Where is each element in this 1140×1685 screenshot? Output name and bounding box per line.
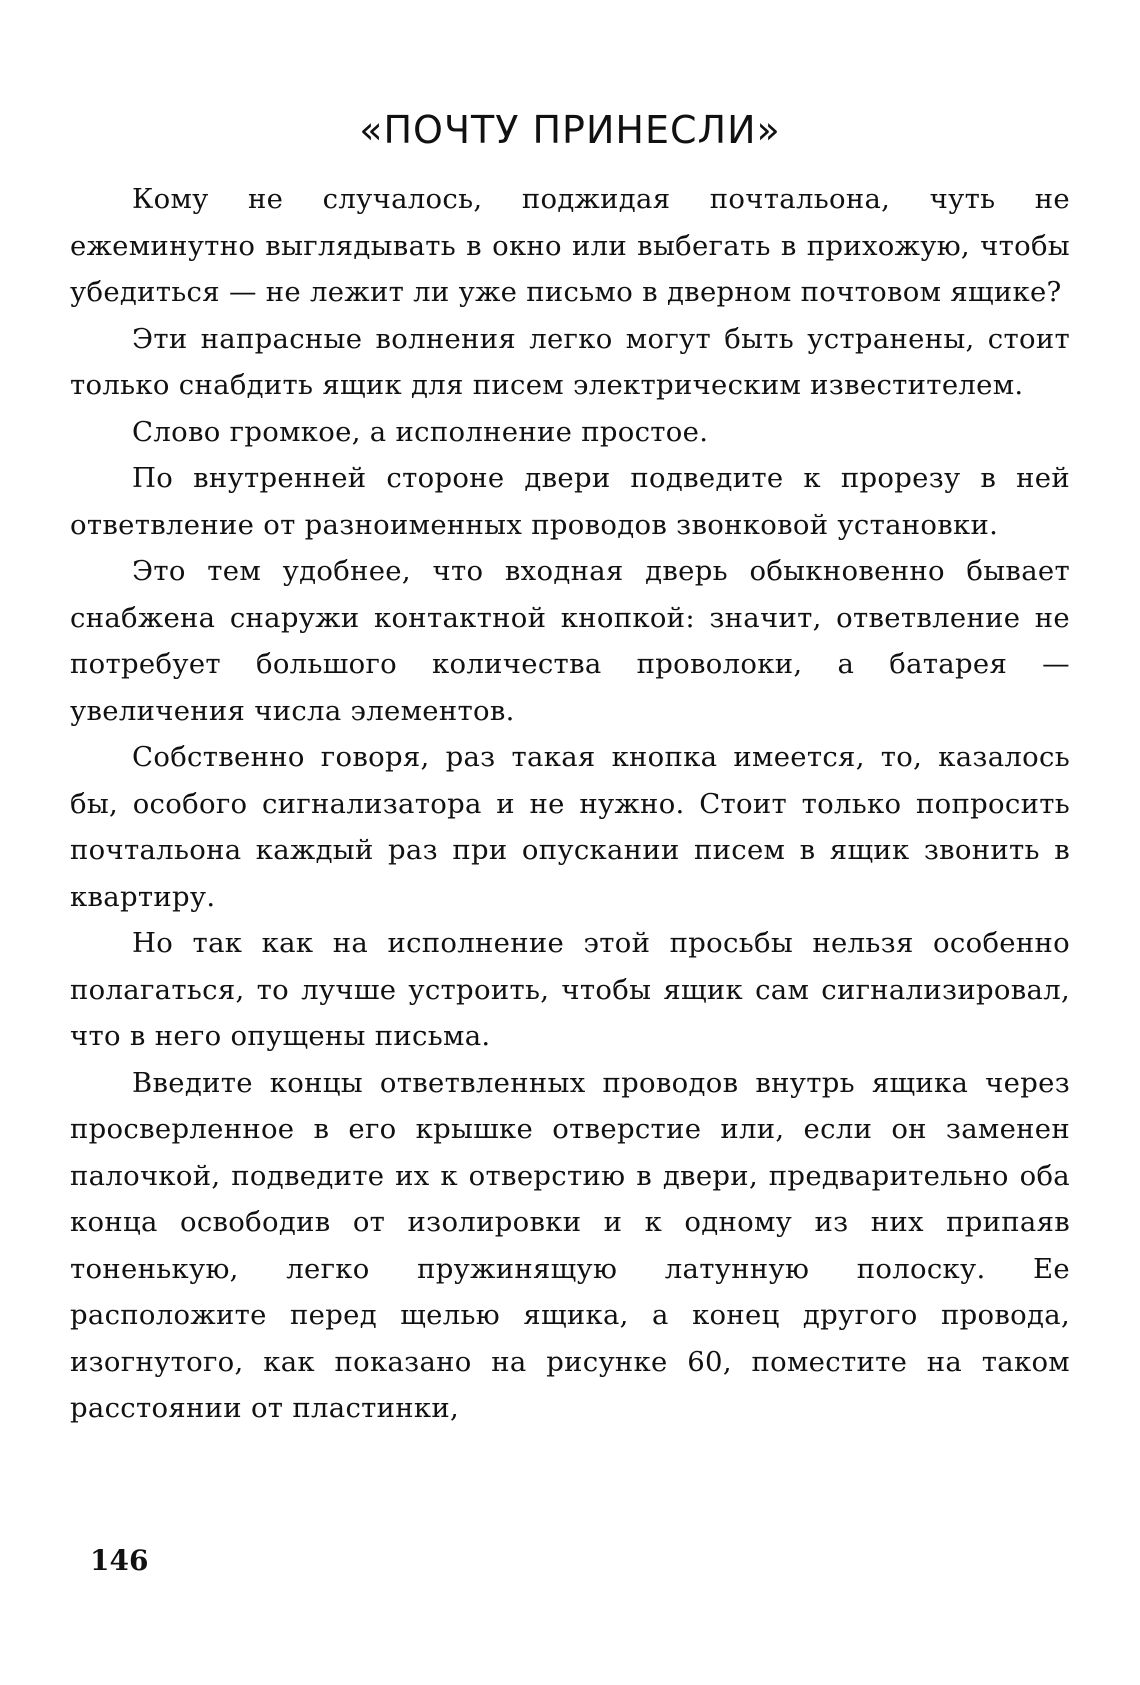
paragraph: Введите концы ответвленных проводов внутрь ящика через просверленное в его крышке отверстие или, если он заменен палочкой, подведите их к отверстию в двери, предварительно оба конца освободив от изолировки и к одному из них припаяв тоненькую, легко пружинящую латунную полоску. Ее расположите перед щелью ящика, а конец другого провода, изогнутого, как показано на рисунке 60, поместите на таком расстоянии от пластинки,	[70, 1066, 1070, 1424]
body-text	[70, 176, 1070, 1432]
paragraph: Это тем удобнее, что входная дверь обыкновенно бывает снабжена снаружи контактной кнопкой: значит, ответвление не потребует большого количества проволоки, а батарея — увеличения числа элементов.	[70, 555, 1070, 727]
page-number: 146	[90, 1544, 149, 1577]
paragraph: Слово громкое, а исполнение простое.	[132, 415, 709, 448]
chapter-title: «ПОЧТУ ПРИНЕСЛИ»	[359, 108, 781, 152]
paragraph: По внутренней стороне двери подведите к прорезу в ней ответвление от разноименных проводов звонковой установки.	[70, 462, 1070, 541]
paragraph: Кому не случалось, поджидая почтальона, чуть не ежеминутно выглядывать в окно или выбегать в прихожую, чтобы убедиться — не лежит ли уже письмо в дверном почтовом ящике?	[70, 183, 1070, 308]
paragraph: Но так как на исполнение этой просьбы нельзя особенно полагаться, то лучше устроить, чтобы ящик сам сигнализировал, что в него опущены письма.	[70, 927, 1070, 1052]
paragraph: Собственно говоря, раз такая кнопка имеется, то, казалось бы, особого сигнализатора и не нужно. Стоит только попросить почтальона каждый раз при опускании писем в ящик звонить в квартиру.	[70, 741, 1070, 913]
paragraph: Эти напрасные волнения легко могут быть устранены, стоит только снабдить ящик для писем электрическим известителем.	[70, 322, 1070, 401]
